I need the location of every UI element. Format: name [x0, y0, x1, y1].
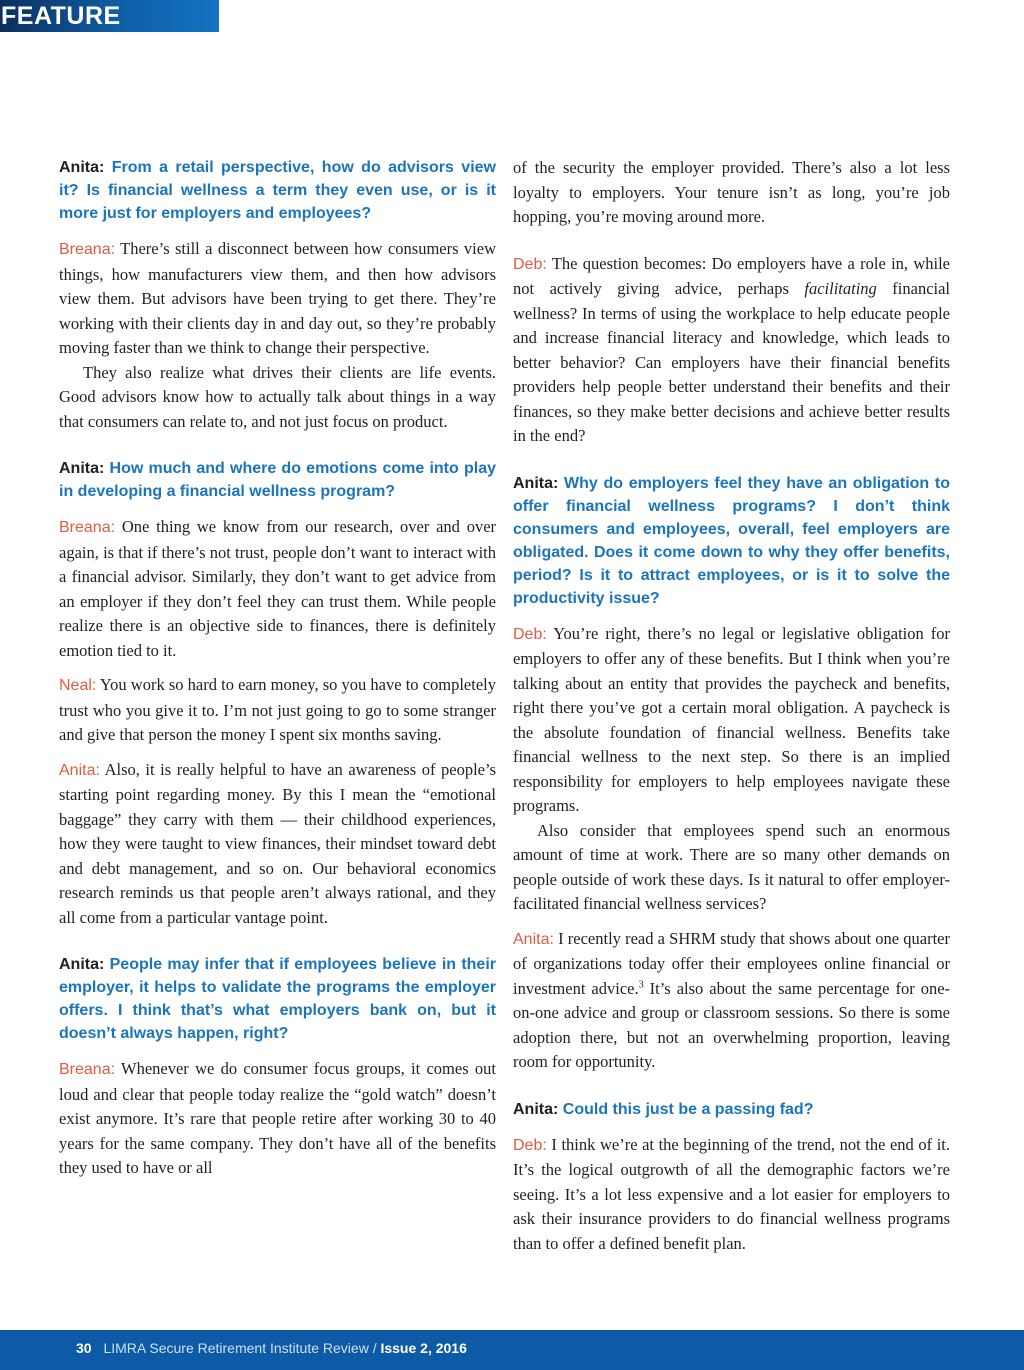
question-passing-fad — [513, 1098, 950, 1121]
answer-paragraph — [513, 927, 950, 1075]
speaker-label: Anita: — [513, 1100, 559, 1118]
answer-paragraph — [59, 515, 496, 663]
answer-paragraph — [59, 237, 496, 361]
footer-text — [76, 1339, 467, 1357]
left-column — [59, 156, 496, 1191]
answer-paragraph — [513, 1133, 950, 1257]
speaker-label: Neal: — [59, 677, 97, 694]
answer-continuation: of the security the employer provided. There’s also a lot less loyalty to employers. Your tenure isn’t as long, you’re job hopping, you’re moving around more. — [513, 158, 950, 226]
speaker-label: Anita: — [59, 460, 105, 477]
answer-continuation: Also consider that employees spend such an enormous amount of time at work. There are so many other demands on people outside of work these days. Is it natural to offer employer-facilitated financial wellness services? — [513, 820, 950, 913]
question-employer-obligation — [513, 472, 950, 610]
answer-text: Whenever we do consumer focus groups, it comes out loud and clear that people today realize the “gold watch” doesn’t exist anymore. It’s rare that people retire after working 30 to 40 years for the same company. They don’t have all of the benefits they used to have or all — [59, 1059, 496, 1177]
answer-paragraph — [59, 758, 496, 931]
answer-text: One thing we know from our research, over and over again, is that if there’s not trust, people don’t want to interact with a financial advisor. Similarly, they don’t want to get advice from an employer if they don’t feel they can trust them. While people realize there is an objective side to finances, there is definitely emotion tied to it. — [59, 517, 497, 660]
answer-text: I recently read a SHRM study that shows about one quarter of organizations today offer their employees online financial or investment advice. — [513, 928, 950, 998]
speaker-label: Breana: — [59, 519, 116, 536]
speaker-label: Anita: — [513, 930, 554, 948]
feature-label: FEATURE — [1, 2, 121, 30]
question-text: Why do employers feel they have an obligation to offer financial wellness programs? I don’t think consumers and employees, overall, feel employers are obligated. Does it come down to why they offer benefits, period? Is it to attract employees, or is it to solve the productivity issue? — [513, 474, 950, 607]
answer-text: You’re right, there’s no legal or legislative obligation for employers to offer any of these benefits. But I think when you’re talking about an entity that provides the paycheck and benefits, right there you’ve got a certain moral obligation. A paycheck is the absolute foundation of financial wellness. Benefits take financial wellness to the next step. So there is an implied responsibility for employers to help employees navigate these programs. — [513, 623, 951, 815]
answer-emphasis: facilitating — [804, 279, 877, 298]
answer-paragraph — [513, 622, 950, 819]
speaker-label: Anita: — [59, 159, 105, 176]
page-number: 30 — [76, 1340, 92, 1356]
answer-continuation: They also realize what drives their clients are life events. Good advisors know how to actually talk about things in a way that consumers can relate to, and not just focus on product. — [59, 362, 496, 431]
speaker-label: Deb: — [513, 1136, 547, 1154]
question-text: People may infer that if employees believe in their employer, it helps to validate the programs the employer offers. I think that’s what employers bank on, but it doesn’t always happen, right? — [59, 956, 496, 1042]
speaker-label: Deb: — [513, 255, 547, 273]
page-footer — [0, 1330, 1024, 1370]
speaker-label: Breana: — [59, 1061, 116, 1078]
question-emotions — [59, 457, 496, 503]
answer-paragraph — [59, 1057, 496, 1181]
publication-name: LIMRA Secure Retirement Institute Review / — [103, 1340, 377, 1356]
feature-banner — [0, 0, 219, 32]
speaker-label: Breana: — [59, 241, 116, 258]
speaker-label: Anita: — [59, 956, 105, 973]
question-text: How much and where do emotions come into play in developing a financial wellness program? — [59, 460, 496, 500]
answer-paragraph — [513, 252, 950, 449]
answer-text: There’s still a disconnect between how consumers view things, how manufacturers view them, and then how advisors view them. But advisors have been trying to get there. They’re working with their clients day in and day out, so they’re probably moving faster than we think to change their perspective. — [59, 239, 496, 357]
speaker-label: Anita: — [59, 761, 100, 779]
answer-text: You work so hard to earn money, so you have to completely trust who you give it to. I’m not just going to go to some stranger and give that person the money I spent six months saving. — [59, 675, 496, 744]
answer-paragraph — [59, 673, 496, 748]
answer-text: Also, it is really helpful to have an awareness of people’s starting point regarding money. By this I mean the “emotional baggage” they carry with them — their childhood experiences, how they were taught to view finances, their mindset toward debt and debt management, and so on. Our behavioral economics research reminds us that people aren’t always rational, and they all come from a particular vantage point. — [59, 759, 496, 927]
issue-label: Issue 2, 2016 — [380, 1340, 467, 1356]
speaker-label: Deb: — [513, 625, 547, 643]
speaker-label: Anita: — [513, 474, 559, 492]
right-column — [513, 156, 950, 1266]
question-employer-trust — [59, 953, 496, 1045]
question-text: From a retail perspective, how do advisors view it? Is financial wellness a term they even use, or is it more just for employers and employees? — [59, 159, 496, 222]
question-text: Could this just be a passing fad? — [562, 1100, 814, 1118]
answer-text: It’s also about the same percentage for one-on-one advice and group or classroom sessions. So there is some adoption there, but not an overwhelming proportion, leaving room for opportunity. — [513, 978, 951, 1071]
answer-text: The question becomes: Do employers have a role in, while not actively giving advice, perhaps — [513, 253, 951, 298]
footnote-marker: 3 — [638, 979, 644, 990]
answer-text: I think we’re at the beginning of the trend, not the end of it. It’s the logical outgrowth of all the demographic factors we’re seeing. It’s a lot less expensive and a lot easier for employers to ask their insurance providers to do financial wellness programs than to offer a defined benefit plan. — [513, 1134, 951, 1253]
question-retail-perspective — [59, 156, 496, 225]
answer-text: financial wellness? In terms of using the workplace to help educate people and increase financial literacy and knowledge, which leads to better behavior? Can employers have their financial benefits providers help people better understand their benefits and their finances, so they make better decisions and achieve better results in the end? — [513, 279, 951, 445]
